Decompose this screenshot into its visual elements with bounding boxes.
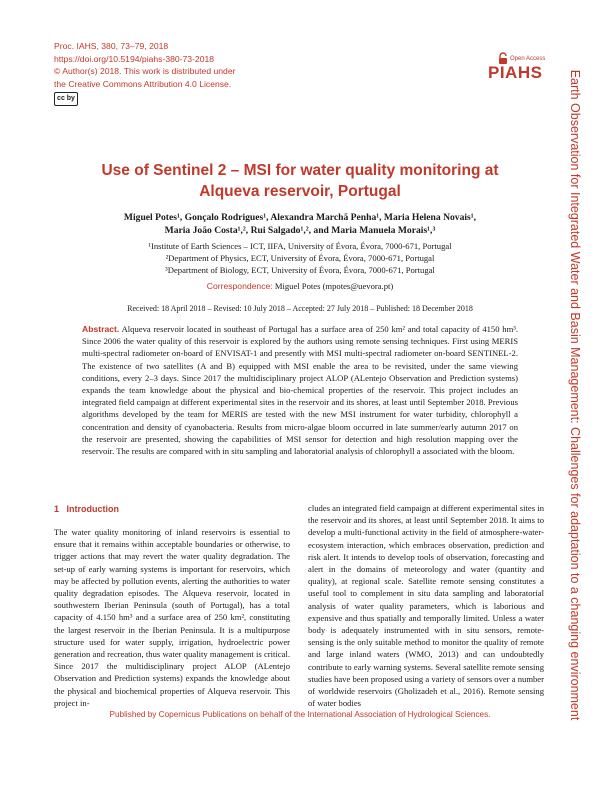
affiliations: [70, 240, 530, 276]
section-heading: [54, 504, 119, 514]
body-column-left: The water quality monitoring of inland reservoirs is essential to ensure that it remains within acceptable boundaries or otherwise, to trigger actions that may revert the water quality degradation. The set-up of early warning systems is important for reservoirs, which may be affected by pollution events, alerting the authorities to water quality degradation episodes. The Alqueva reservoir, located in southwestern Iberian Peninsula (south of Portugal), has a total capacity of 4.150 hm³ and a surface area of 250 km², constituting the largest reservoir in the Iberian Peninsula. It is a multipurpose structure used for water supply, irrigation, hydroelectric power generation and recreation, thus water quality management is critical. Since 2017 the multidisciplinary project ALOP (ALentejo Observation and Prediction systems) expands the knowledge about the physical and biochemical properties of Alqueva reservoir. This project in-: [54, 527, 290, 708]
publication-dates: Received: 18 April 2018 – Revised: 10 July 2018 – Accepted: 27 July 2018 – Published: 18 December 2018: [127, 304, 473, 313]
affiliation: ¹Institute of Earth Sciences – ICT, IIFA, University of Évora, Évora, 7000-671, Portugal: [148, 241, 452, 251]
correspondence-label: Correspondence:: [206, 281, 273, 291]
section-title: Introduction: [66, 504, 120, 514]
article-title: [60, 160, 540, 202]
section-number: 1: [54, 504, 60, 514]
copyright-line: © Author(s) 2018. This work is distributed under: [54, 66, 236, 77]
correspondence: [70, 281, 530, 291]
affiliation: ³Department of Biology, ECT, University of Évora, Évora, 7000-671, Portugal: [165, 265, 435, 275]
author-list: [70, 211, 530, 237]
authors-line: Maria João Costa¹,², Rui Salgado¹,², and Maria Manuela Morais¹,³: [164, 225, 436, 236]
abstract-label: Abstract.: [82, 324, 120, 334]
abstract: [82, 323, 518, 457]
license-line[interactable]: the Creative Commons Attribution 4.0 License.: [54, 78, 232, 89]
open-access-label: Open Access: [510, 56, 546, 62]
title-line: Use of Sentinel 2 – MSI for water quality monitoring at: [101, 162, 499, 179]
brand-name: PIAHS: [488, 63, 543, 82]
special-issue-title: Earth Observation for Integrated Water and Basin Management: Challenges for adaptation to a changing environment: [568, 69, 582, 721]
correspondence-email[interactable]: Miguel Potes (mpotes@uevora.pt): [274, 281, 394, 291]
cc-license-badge[interactable]: cc by: [54, 92, 78, 106]
journal-citation: Proc. IAHS, 380, 73–79, 2018: [54, 41, 169, 51]
article-meta: [54, 40, 235, 90]
piahs-logo: [488, 50, 558, 86]
affiliation: ²Department of Physics, ECT, University of Évora, Évora, 7000-671, Portugal: [165, 253, 435, 263]
doi-link[interactable]: https://doi.org/10.5194/piahs-380-73-2018: [54, 53, 215, 64]
title-line: Alqueva reservoir, Portugal: [199, 183, 401, 200]
body-column-right: cludes an integrated field campaign at different experimental sites in the reservoir and its shores, at least until September 2018. It aims to develop a multi-functional activity in the field of atmosphere-water-ecosystem interaction, which embraces observation, prediction and risk alert. It intends to develop tools of observation, forecasting and alert in the domains of meteorology and water (quantity and quality), at regional scale. Satellite remote sensing constitutes a useful tool to complement in situ data sampling and laboratorial analysis of water quality parameters, which is laborious and expensive and thus spatially and temporally limited. Unless a water body is adequately instrumented with in situ sensors, remote-sensing is the only suitable method to monitor the quality of remote and large inland waters (WMO, 2013) and can undoubtedly contribute to early warning systems. Several satellite remote sensing studies have been proposed using a variety of sensors over a number of worldwide reservoirs (Gholizadeh et al., 2016). Remote sensing of water bodies: [308, 503, 544, 709]
abstract-text: Alqueva reservoir located in southeast of Portugal has a surface area of 250 km² and total capacity of 4150 hm³. Since 2006 the water quality of this reservoir is explored by the authors using remote sensing techniques. First using MERIS multi-spectral radiometer on-board of ENVISAT-1 and presently with MSI multi-spectral radiometer on-board SENTINEL-2. The existence of two satellites (A and B) equipped with MSI enable the area to be revisited, under the same viewing conditions, every 2–3 days. Since 2017 the multidisciplinary project ALOP (ALentejo Observation and Prediction systems) expands the team knowledge about the physical and bio-chemical properties of the reservoir. This project includes an integrated field campaign at different experimental sites in the reservoir and its shores, at least until September 2018. Previous algorithms developed by the team for MERIS are tested with the new MSI instrument for water turbidity, chlorophyll a concentration and density of cyanobacteria. Results from micro-algae bloom occurred in late summer/early autumn 2017 on the reservoir are presented, showing the capabilities of MSI sensor for detection and high resolution mapping over the reservoir. The results are compared with in situ sampling and laboratorial analysis of chlorophyll a associated with the bloom.: [82, 324, 518, 457]
authors-line: Miguel Potes¹, Gonçalo Rodrigues¹, Alexandra Marchã Penha¹, Maria Helena Novais¹,: [123, 212, 477, 223]
publisher-footer: Published by Copernicus Publications on behalf of the International Association of Hydrological Sciences.: [109, 710, 491, 719]
